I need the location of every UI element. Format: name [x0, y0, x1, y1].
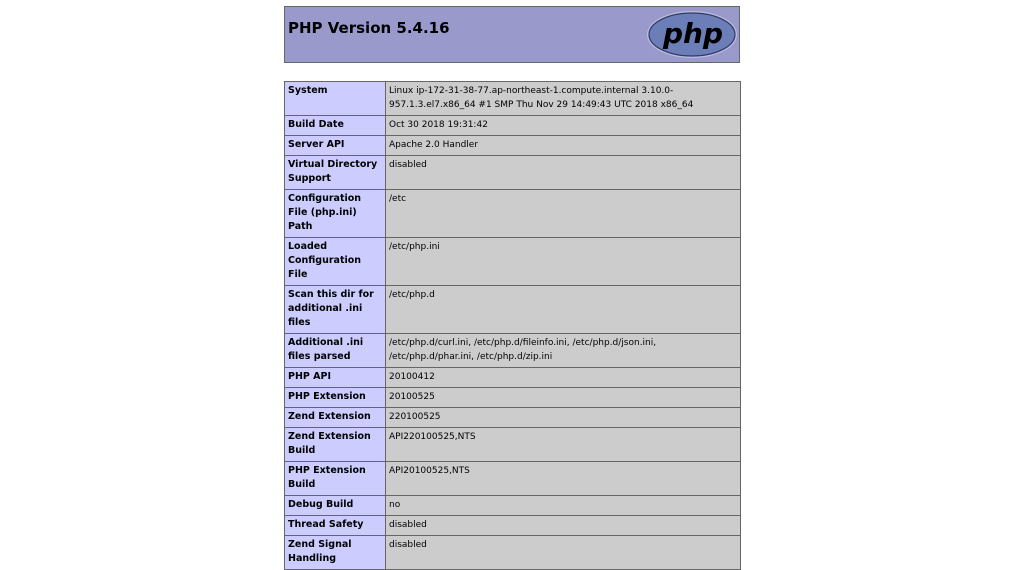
row-value: 20100412 [386, 368, 741, 388]
table-row [285, 238, 741, 286]
row-value: /etc/php.d/curl.ini, /etc/php.d/fileinfo.ini, /etc/php.d/json.ini, /etc/php.d/phar.ini, /etc/php.d/zip.ini [386, 334, 741, 368]
row-key: Additional .ini files parsed [285, 334, 386, 368]
row-key: PHP Extension Build [285, 462, 386, 496]
row-key: Zend Signal Handling [285, 536, 386, 570]
table-row [285, 408, 741, 428]
table-row [285, 190, 741, 238]
table-row [285, 368, 741, 388]
table-row [285, 334, 741, 368]
info-table-body [285, 82, 741, 570]
row-value: no [386, 496, 741, 516]
row-key: PHP Extension [285, 388, 386, 408]
row-key: Loaded Configuration File [285, 238, 386, 286]
row-value: disabled [386, 516, 741, 536]
row-key: System [285, 82, 386, 116]
row-value: /etc [386, 190, 741, 238]
table-row [285, 388, 741, 408]
row-key: Configuration File (php.ini) Path [285, 190, 386, 238]
php-version-header [284, 6, 740, 63]
php-logo-text: php [662, 17, 724, 50]
table-row [285, 82, 741, 116]
table-row [285, 462, 741, 496]
row-key: Thread Safety [285, 516, 386, 536]
row-value: Linux ip-172-31-38-77.ap-northeast-1.compute.internal 3.10.0-957.1.3.el7.x86_64 #1 SMP Thu Nov 29 14:49:43 UTC 2018 x86_64 [386, 82, 741, 116]
row-value: /etc/php.ini [386, 238, 741, 286]
php-info-table [284, 81, 741, 570]
row-value: /etc/php.d [386, 286, 741, 334]
row-value: 20100525 [386, 388, 741, 408]
row-value: Apache 2.0 Handler [386, 136, 741, 156]
row-key: Zend Extension Build [285, 428, 386, 462]
row-value: API20100525,NTS [386, 462, 741, 496]
row-value: API220100525,NTS [386, 428, 741, 462]
row-key: Zend Extension [285, 408, 386, 428]
row-value: disabled [386, 156, 741, 190]
row-value: 220100525 [386, 408, 741, 428]
row-key: Debug Build [285, 496, 386, 516]
table-row [285, 496, 741, 516]
php-logo-icon[interactable] [646, 10, 738, 59]
table-row [285, 536, 741, 570]
table-row [285, 156, 741, 190]
row-key: Virtual Directory Support [285, 156, 386, 190]
row-value: disabled [386, 536, 741, 570]
table-row [285, 516, 741, 536]
table-row [285, 136, 741, 156]
table-row [285, 286, 741, 334]
table-row [285, 116, 741, 136]
page-title: PHP Version 5.4.16 [288, 19, 450, 37]
row-value: Oct 30 2018 19:31:42 [386, 116, 741, 136]
row-key: PHP API [285, 368, 386, 388]
row-key: Build Date [285, 116, 386, 136]
row-key: Server API [285, 136, 386, 156]
row-key: Scan this dir for additional .ini files [285, 286, 386, 334]
table-row [285, 428, 741, 462]
